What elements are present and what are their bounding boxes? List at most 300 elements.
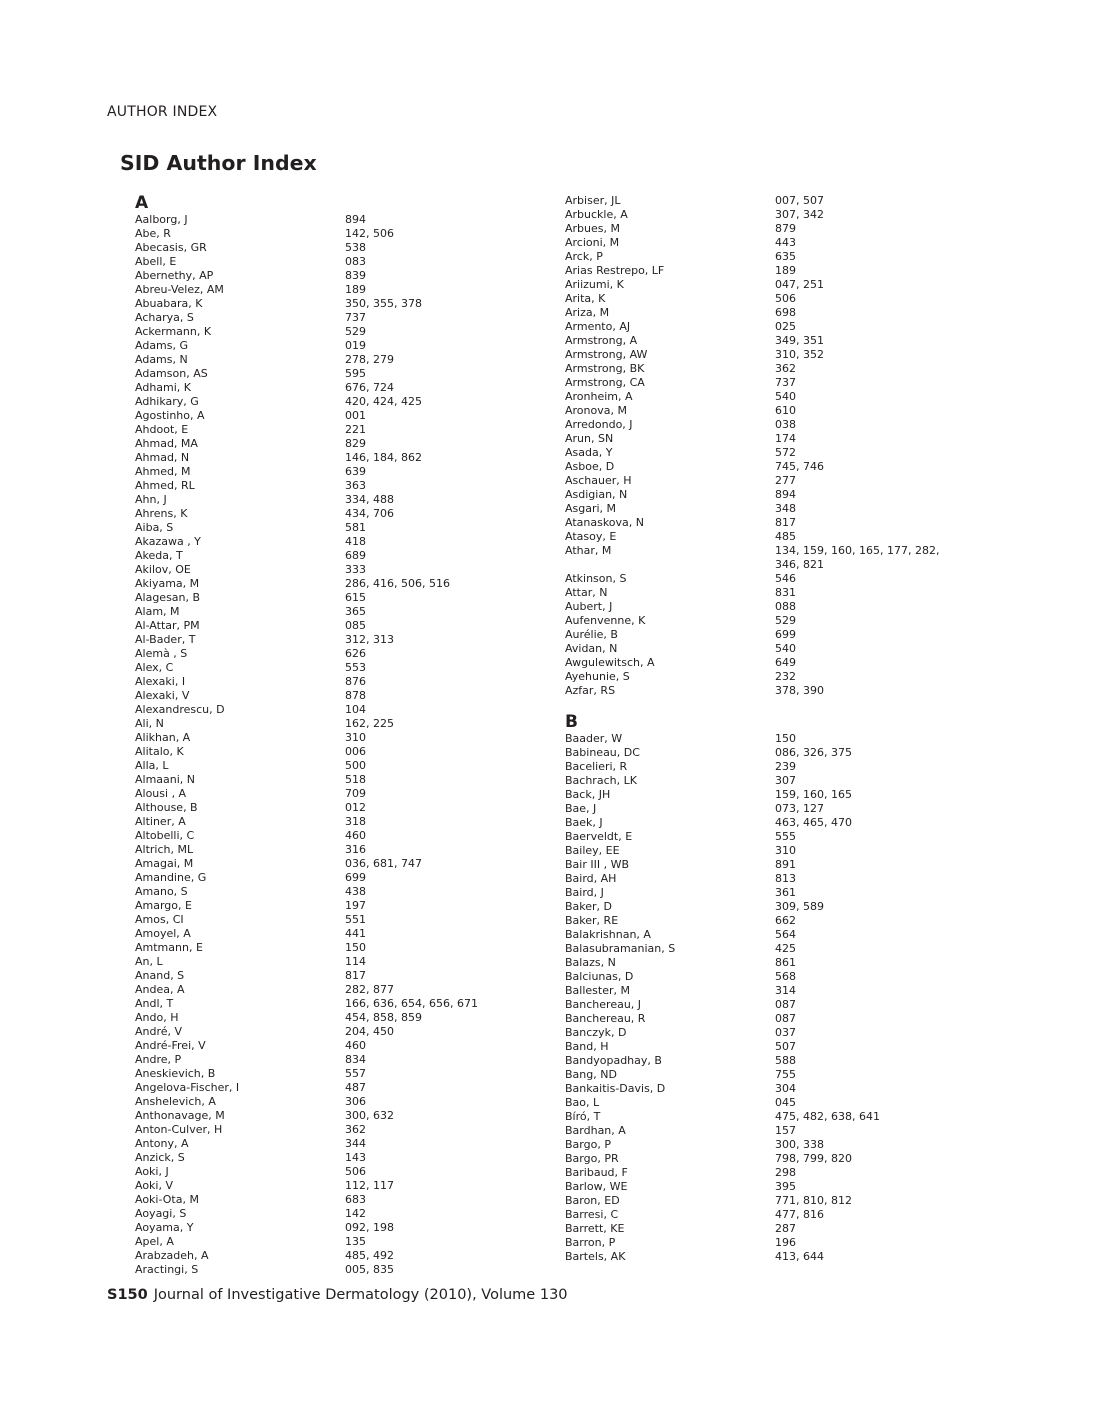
abstract-numbers: 581 [345, 521, 366, 534]
index-entry [135, 801, 515, 815]
author-name: Abe, R [135, 227, 171, 240]
index-entry [135, 367, 515, 381]
abstract-numbers: 196 [775, 1236, 796, 1249]
index-entry [135, 1123, 515, 1137]
index-entry [565, 956, 965, 970]
index-entry [135, 997, 515, 1011]
index-entry [565, 886, 965, 900]
author-name: Aronova, M [565, 404, 627, 417]
index-entry [565, 984, 965, 998]
abstract-numbers: 438 [345, 885, 366, 898]
abstract-numbers: 349, 351 [775, 334, 824, 347]
index-entry [565, 572, 965, 586]
author-name: André, V [135, 1025, 183, 1038]
author-name: Ariza, M [565, 306, 610, 319]
index-entry [135, 549, 515, 563]
abstract-numbers: 142 [345, 1207, 366, 1220]
index-entry [565, 1054, 965, 1068]
index-entry [135, 1081, 515, 1095]
index-entry [135, 1011, 515, 1025]
author-name: Baribaud, F [565, 1166, 628, 1179]
index-entry [565, 614, 965, 628]
author-name: Arcioni, M [565, 236, 620, 249]
abstract-numbers: 162, 225 [345, 717, 394, 730]
author-name: Arita, K [565, 292, 606, 305]
index-entry [135, 1067, 515, 1081]
author-name: Altobelli, C [135, 829, 195, 842]
index-entry [135, 689, 515, 703]
abstract-numbers: 683 [345, 1193, 366, 1206]
author-name: Barrett, KE [565, 1222, 625, 1235]
author-name: Arabzadeh, A [135, 1249, 209, 1262]
index-entry [135, 1151, 515, 1165]
abstract-numbers: 460 [345, 829, 366, 842]
index-entry [565, 502, 965, 516]
index-entry [135, 1165, 515, 1179]
author-name: Barron, P [565, 1236, 616, 1249]
index-entry [565, 928, 965, 942]
author-name: Bachrach, LK [565, 774, 637, 787]
author-name: Bang, ND [565, 1068, 617, 1081]
index-entry [565, 1110, 965, 1124]
index-entry [135, 395, 515, 409]
index-entry [565, 642, 965, 656]
abstract-numbers: 350, 355, 378 [345, 297, 422, 310]
abstract-numbers: 425 [775, 942, 796, 955]
index-entry [565, 1040, 965, 1054]
author-name: Aoyama, Y [135, 1221, 194, 1234]
index-entry [135, 1249, 515, 1263]
index-entry [565, 264, 965, 278]
abstract-numbers: 189 [345, 283, 366, 296]
author-name: Bae, J [565, 802, 597, 815]
abstract-numbers: 307 [775, 774, 796, 787]
index-entry [135, 969, 515, 983]
author-name: Amano, S [135, 885, 188, 898]
author-name: Bailey, EE [565, 844, 620, 857]
index-entry [135, 563, 515, 577]
abstract-numbers: 615 [345, 591, 366, 604]
abstract-numbers: 307, 342 [775, 208, 824, 221]
author-name: Ando, H [135, 1011, 179, 1024]
author-name: Azfar, RS [565, 684, 616, 697]
author-name: Anton-Culver, H [135, 1123, 223, 1136]
abstract-numbers: 088 [775, 600, 796, 613]
abstract-numbers: 025 [775, 320, 796, 333]
index-section [135, 191, 515, 1277]
abstract-numbers: 189 [775, 264, 796, 277]
abstract-numbers: 676, 724 [345, 381, 394, 394]
index-entry [565, 1082, 965, 1096]
abstract-numbers: 487 [345, 1081, 366, 1094]
author-name: Bao, L [565, 1096, 600, 1109]
author-name: Andre, P [135, 1053, 182, 1066]
abstract-numbers: 460 [345, 1039, 366, 1052]
author-name: Altiner, A [135, 815, 186, 828]
index-entry [565, 600, 965, 614]
index-entry [565, 418, 965, 432]
abstract-numbers: 555 [775, 830, 796, 843]
author-name: Banczyk, D [565, 1026, 627, 1039]
author-name: Baker, D [565, 900, 613, 913]
author-name: Acharya, S [135, 311, 194, 324]
author-name: Apel, A [135, 1235, 174, 1248]
index-entry [135, 899, 515, 913]
index-entry [135, 451, 515, 465]
author-name: Back, JH [565, 788, 611, 801]
index-entry [135, 213, 515, 227]
abstract-numbers: 861 [775, 956, 796, 969]
author-name: Alexandrescu, D [135, 703, 225, 716]
index-entry [565, 746, 965, 760]
author-name: Alousi , A [135, 787, 187, 800]
index-entry [565, 348, 965, 362]
abstract-numbers: 626 [345, 647, 366, 660]
author-name: Arbuckle, A [565, 208, 628, 221]
index-entry [565, 1096, 965, 1110]
abstract-numbers: 007, 507 [775, 194, 824, 207]
abstract-numbers: 287 [775, 1222, 796, 1235]
author-name: Barlow, WE [565, 1180, 628, 1193]
author-name: Armstrong, CA [565, 376, 645, 389]
index-entry [565, 334, 965, 348]
index-entry [135, 465, 515, 479]
author-name: Amoyel, A [135, 927, 191, 940]
index-entry [565, 1194, 965, 1208]
abstract-numbers: 529 [775, 614, 796, 627]
index-entry [135, 297, 515, 311]
abstract-numbers: 518 [345, 773, 366, 786]
index-entry [565, 208, 965, 222]
author-name: Abecasis, GR [135, 241, 207, 254]
author-name: Alemà , S [135, 647, 188, 660]
abstract-numbers: 418 [345, 535, 366, 548]
index-entry [135, 619, 515, 633]
index-entry [135, 227, 515, 241]
section-letter-heading: B [565, 712, 578, 732]
author-name: Baird, AH [565, 872, 617, 885]
index-entry [565, 1152, 965, 1166]
author-name: Bargo, PR [565, 1152, 619, 1165]
abstract-numbers: 538 [345, 241, 366, 254]
abstract-numbers: 361 [775, 886, 796, 899]
author-name: An, L [135, 955, 163, 968]
abstract-numbers: 443 [775, 236, 796, 249]
abstract-numbers: 083 [345, 255, 366, 268]
abstract-numbers: 441 [345, 927, 366, 940]
author-name: Armento, AJ [565, 320, 631, 333]
abstract-numbers: 073, 127 [775, 802, 824, 815]
abstract-numbers: 755 [775, 1068, 796, 1081]
index-entry [565, 250, 965, 264]
abstract-numbers: 689 [345, 549, 366, 562]
index-entry [565, 830, 965, 844]
abstract-numbers: 434, 706 [345, 507, 394, 520]
abstract-numbers: 485, 492 [345, 1249, 394, 1262]
index-entry [565, 656, 965, 670]
index-entry [565, 446, 965, 460]
author-name: Arbues, M [565, 222, 620, 235]
index-entry [565, 1180, 965, 1194]
index-entry [565, 732, 965, 746]
index-entry [565, 1124, 965, 1138]
abstract-numbers: 834 [345, 1053, 366, 1066]
author-name: Baker, RE [565, 914, 619, 927]
index-entry [565, 474, 965, 488]
abstract-numbers: 698 [775, 306, 796, 319]
index-entry [565, 1026, 965, 1040]
author-name: Angelova-Fischer, I [135, 1081, 240, 1094]
index-entry [135, 255, 515, 269]
abstract-numbers: 114 [345, 955, 366, 968]
author-name: Baerveldt, E [565, 830, 633, 843]
index-entry [135, 521, 515, 535]
index-entry [565, 684, 965, 698]
index-entry [135, 1095, 515, 1109]
abstract-numbers: 798, 799, 820 [775, 1152, 852, 1165]
author-name: Alam, M [135, 605, 180, 618]
index-entry [135, 633, 515, 647]
index-entry [135, 1137, 515, 1151]
index-entry [135, 661, 515, 675]
index-entry [565, 844, 965, 858]
author-name: Armstrong, A [565, 334, 638, 347]
abstract-numbers: 413, 644 [775, 1250, 824, 1263]
author-name: Ali, N [135, 717, 164, 730]
index-entry [565, 376, 965, 390]
index-entry [135, 941, 515, 955]
author-name: Ballester, M [565, 984, 630, 997]
index-entry [135, 787, 515, 801]
author-name: Akiyama, M [135, 577, 200, 590]
page-footer [107, 1287, 568, 1303]
abstract-numbers: 745, 746 [775, 460, 824, 473]
index-entry [135, 857, 515, 871]
author-name: Aoki, J [135, 1165, 169, 1178]
abstract-numbers: 036, 681, 747 [345, 857, 422, 870]
author-name: Athar, M [565, 544, 612, 557]
index-entry [135, 675, 515, 689]
index-entry [565, 788, 965, 802]
author-name: Abuabara, K [135, 297, 203, 310]
abstract-numbers: 506 [775, 292, 796, 305]
author-name: Aneskievich, B [135, 1067, 216, 1080]
abstract-numbers: 300, 338 [775, 1138, 824, 1151]
author-name: Anzick, S [135, 1151, 185, 1164]
index-entry [135, 1025, 515, 1039]
index-entry [135, 1221, 515, 1235]
index-entry [135, 479, 515, 493]
author-name: Balciunas, D [565, 970, 634, 983]
author-name: Arun, SN [565, 432, 614, 445]
abstract-numbers: 277 [775, 474, 796, 487]
author-name: Ackermann, K [135, 325, 212, 338]
index-entry [565, 1208, 965, 1222]
index-entry [565, 390, 965, 404]
abstract-numbers: 894 [775, 488, 796, 501]
abstract-numbers: 174 [775, 432, 796, 445]
author-name: Al-Attar, PM [135, 619, 200, 632]
index-entry [565, 516, 965, 530]
author-name: Barresi, C [565, 1208, 619, 1221]
abstract-numbers: 134, 159, 160, 165, 177, 282, 346, 821 [775, 544, 940, 571]
abstract-numbers: 142, 506 [345, 227, 394, 240]
abstract-numbers: 572 [775, 446, 796, 459]
index-entry [565, 194, 965, 208]
author-name: Amagai, M [135, 857, 194, 870]
author-name: Amargo, E [135, 899, 192, 912]
abstract-numbers: 876 [345, 675, 366, 688]
author-name: Althouse, B [135, 801, 198, 814]
index-entry [135, 605, 515, 619]
index-entry [565, 1222, 965, 1236]
abstract-numbers: 595 [345, 367, 366, 380]
author-name: Armstrong, BK [565, 362, 645, 375]
author-name: Atasoy, E [565, 530, 617, 543]
author-name: Band, H [565, 1040, 609, 1053]
abstract-numbers: 204, 450 [345, 1025, 394, 1038]
abstract-numbers: 420, 424, 425 [345, 395, 422, 408]
abstract-numbers: 894 [345, 213, 366, 226]
abstract-numbers: 087 [775, 998, 796, 1011]
author-name: Atanaskova, N [565, 516, 645, 529]
index-entry [135, 731, 515, 745]
index-entry [565, 942, 965, 956]
index-column-right [565, 194, 965, 1264]
author-name: Akazawa , Y [135, 535, 201, 548]
author-name: Arredondo, J [565, 418, 633, 431]
index-entry [135, 759, 515, 773]
abstract-numbers: 310, 352 [775, 348, 824, 361]
author-name: Baader, W [565, 732, 623, 745]
index-entry [135, 843, 515, 857]
author-name: Attar, N [565, 586, 608, 599]
abstract-numbers: 662 [775, 914, 796, 927]
author-name: Arbiser, JL [565, 194, 621, 207]
abstract-numbers: 507 [775, 1040, 796, 1053]
abstract-numbers: 553 [345, 661, 366, 674]
index-entry [135, 983, 515, 997]
author-name: Babineau, DC [565, 746, 640, 759]
abstract-numbers: 540 [775, 390, 796, 403]
index-entry [565, 858, 965, 872]
author-name: Agostinho, A [135, 409, 205, 422]
index-entry [135, 577, 515, 591]
author-name: Aoki-Ota, M [135, 1193, 199, 1206]
running-head: AUTHOR INDEX [107, 104, 218, 120]
index-entry [565, 816, 965, 830]
index-entry [565, 1012, 965, 1026]
index-entry [135, 1179, 515, 1193]
index-entry [565, 236, 965, 250]
author-name: Aurélie, B [565, 628, 618, 641]
abstract-numbers: 318 [345, 815, 366, 828]
index-entry [135, 885, 515, 899]
author-name: Bartels, AK [565, 1250, 626, 1263]
author-name: Andl, T [135, 997, 174, 1010]
abstract-numbers: 365 [345, 605, 366, 618]
abstract-numbers: 485 [775, 530, 796, 543]
author-name: Akilov, OE [135, 563, 191, 576]
author-name: Armstrong, AW [565, 348, 648, 361]
abstract-numbers: 639 [345, 465, 366, 478]
abstract-numbers: 564 [775, 928, 796, 941]
abstract-numbers: 817 [345, 969, 366, 982]
index-entry [135, 269, 515, 283]
abstract-numbers: 395 [775, 1180, 796, 1193]
index-entry [565, 1138, 965, 1152]
author-name: Avidan, N [565, 642, 618, 655]
abstract-numbers: 166, 636, 654, 656, 671 [345, 997, 478, 1010]
author-name: Ahmad, MA [135, 437, 198, 450]
index-entry [135, 815, 515, 829]
author-name: Adams, N [135, 353, 188, 366]
abstract-numbers: 568 [775, 970, 796, 983]
index-entry [135, 1207, 515, 1221]
abstract-numbers: 135 [345, 1235, 366, 1248]
author-name: André-Frei, V [135, 1039, 206, 1052]
index-entry [135, 647, 515, 661]
author-name: Adamson, AS [135, 367, 208, 380]
author-name: Asada, Y [565, 446, 613, 459]
author-name: Asboe, D [565, 460, 615, 473]
abstract-numbers: 699 [775, 628, 796, 641]
author-name: Balakrishnan, A [565, 928, 651, 941]
author-name: Alexaki, I [135, 675, 186, 688]
index-entry [565, 998, 965, 1012]
abstract-numbers: 463, 465, 470 [775, 816, 852, 829]
index-entry [565, 670, 965, 684]
abstract-numbers: 879 [775, 222, 796, 235]
abstract-numbers: 817 [775, 516, 796, 529]
abstract-numbers: 304 [775, 1082, 796, 1095]
index-entry [135, 955, 515, 969]
author-name: Awgulewitsch, A [565, 656, 655, 669]
index-entry [135, 283, 515, 297]
index-entry [565, 362, 965, 376]
author-name: Amandine, G [135, 871, 207, 884]
page-title: SID Author Index [120, 151, 317, 175]
abstract-numbers: 344 [345, 1137, 366, 1150]
index-entry [135, 927, 515, 941]
index-entry [565, 306, 965, 320]
author-name: Baek, J [565, 816, 603, 829]
index-entry [135, 1235, 515, 1249]
index-column-left [135, 191, 515, 1277]
author-name: Aubert, J [565, 600, 613, 613]
index-entry [135, 409, 515, 423]
abstract-numbers: 012 [345, 801, 366, 814]
index-entry [565, 900, 965, 914]
abstract-numbers: 737 [775, 376, 796, 389]
index-entry [565, 460, 965, 474]
author-name: Anshelevich, A [135, 1095, 216, 1108]
abstract-numbers: 085 [345, 619, 366, 632]
index-entry [565, 222, 965, 236]
author-name: Andea, A [135, 983, 185, 996]
index-entry [135, 703, 515, 717]
abstract-numbers: 813 [775, 872, 796, 885]
abstract-numbers: 454, 858, 859 [345, 1011, 422, 1024]
author-name: Ahmed, RL [135, 479, 195, 492]
index-entry [135, 241, 515, 255]
abstract-numbers: 300, 632 [345, 1109, 394, 1122]
abstract-numbers: 045 [775, 1096, 796, 1109]
author-name: Balasubramanian, S [565, 942, 676, 955]
author-name: Al-Bader, T [135, 633, 196, 646]
abstract-numbers: 829 [345, 437, 366, 450]
index-entry [135, 437, 515, 451]
